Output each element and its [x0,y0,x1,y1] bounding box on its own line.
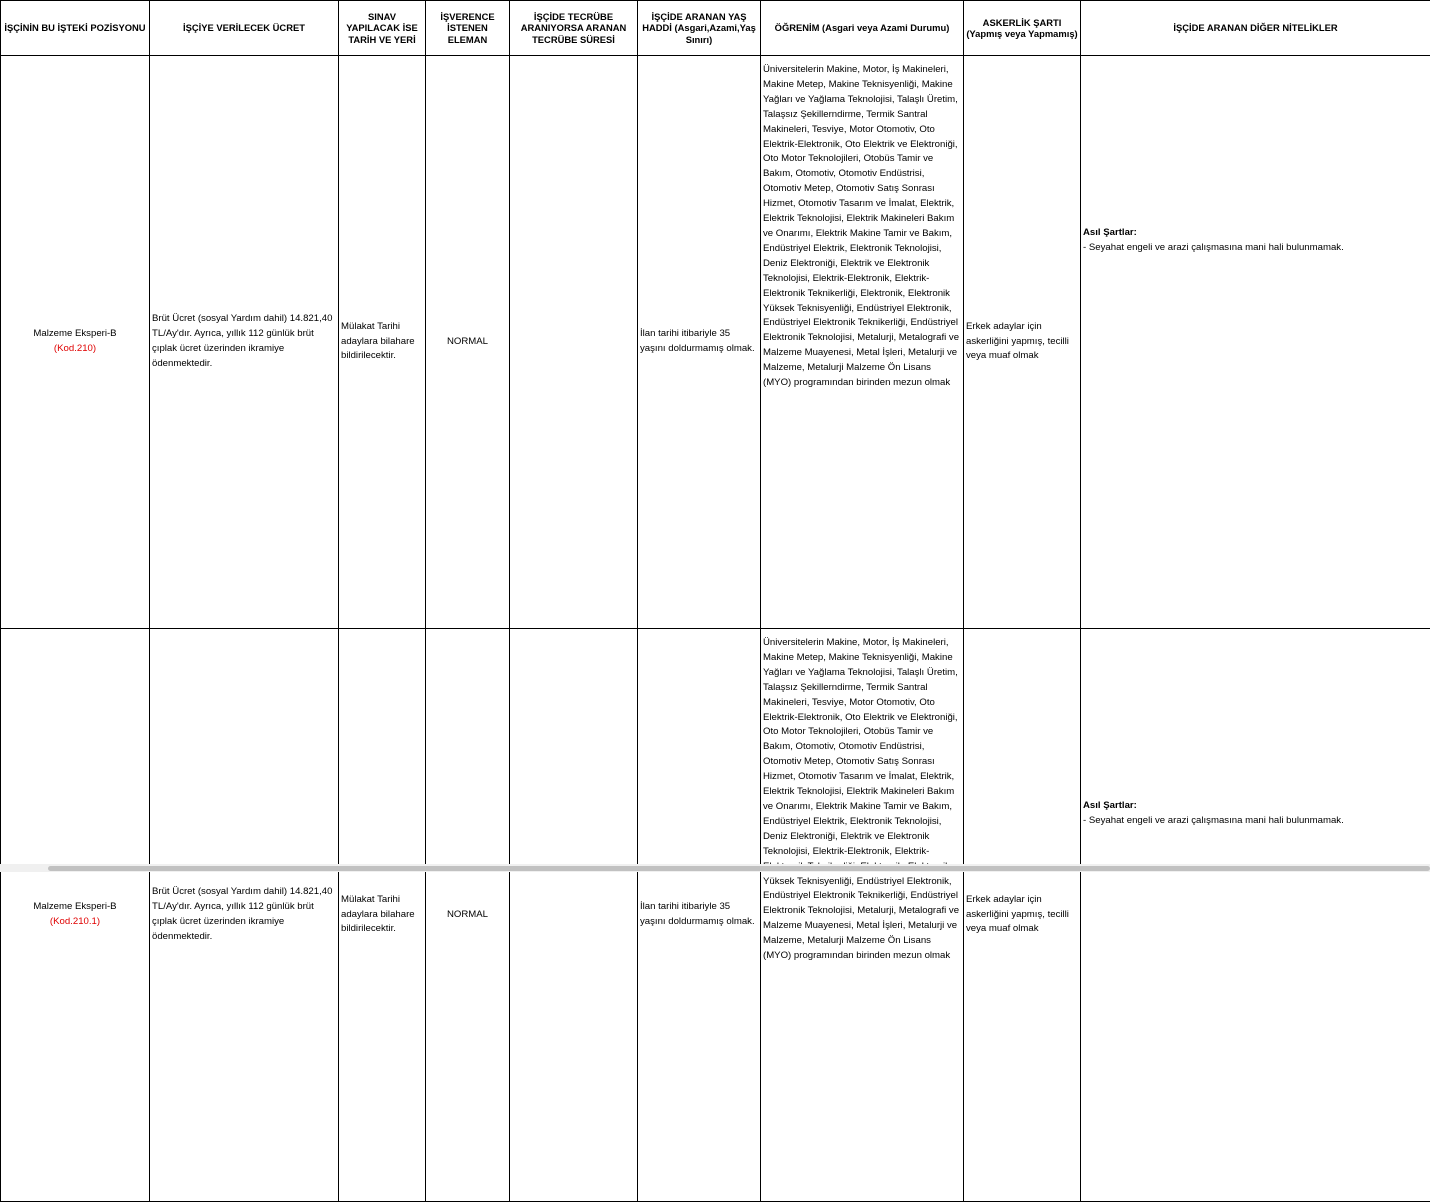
wage-cell: Brüt Ücret (sosyal Yardım dahil) 14.821,40 TL/Ay'dır. Ayrıca, yıllık 112 günlük brüt çıplak ücret üzerinden ikramiye ödenmektedir. [150,56,339,629]
other-title: Asıl Şartlar: [1083,226,1428,241]
wage-cell: Brüt Ücret (sosyal Yardım dahil) 14.821,40 TL/Ay'dır. Ayrıca, yıllık 112 günlük brüt çıplak ücret üzerinden ikramiye ödenmektedir. [150,629,339,1202]
education-cell: Üniversitelerin Makine, Motor, İş Makineleri, Makine Metep, Makine Teknisyenliği, Makine Yağları ve Yağlama Teknolojisi, Talaşlı Üretim, Talaşsız Şekillerndirme, Termik Santral Makineleri, Tesviye, Motor Otomotiv, Oto Elektrik-Elektronik, Oto Elektrik ve Elektroniği, Oto Motor Teknolojileri, Otobüs Tamir ve Bakım, Otomotiv, Otomotiv Endüstrisi, Otomotiv Metep, Otomotiv Satış Sonrası Hizmet, Otomotiv Tasarım ve İmalat, Elektrik, Elektrik Teknolojisi, Elektrik Makineleri Bakım ve Onarımı, Elektrik Makine Tamir ve Bakım, Endüstriyel Elektrik, Elektronik Teknolojisi, Deniz Elektroniği, Elektrik ve Elektronik Teknolojisi, Elektrik-Elektronik, Elektrik- Yüksek Teknisyenliği, Endüstriyel Elektronik, Endüstriyel Elektronik Teknikerliği, Endüstriyel Elektronik Teknolojisi, Metalurji, Metalografi ve Malzeme Muayenesi, Metal İşleri, Metalurji ve Malzeme, Metalurji Malzeme Ön Lisans (MYO) programından birinden mezun olmak [761,629,964,1202]
horizontal-scrollbar[interactable] [0,864,1430,872]
exam-cell: Mülakat Tarihi adaylara bilahare bildirilecektir. [339,629,426,1202]
header-other: İŞÇİDE ARANAN DİĞER NİTELİKLER [1081,1,1430,56]
education-cell: Üniversitelerin Makine, Motor, İş Makineleri, Makine Metep, Makine Teknisyenliği, Makine Yağları ve Yağlama Teknolojisi, Talaşlı Üretim, Talaşsız Şekillerndirme, Termik Santral Makineleri, Tesviye, Motor Otomotiv, Oto Elektrik-Elektronik, Oto Elektrik ve Elektroniği, Oto Motor Teknolojileri, Otobüs Tamir ve Bakım, Otomotiv, Otomotiv Endüstrisi, Otomotiv Metep, Otomotiv Satış Sonrası Hizmet, Otomotiv Tasarım ve İmalat, Elektrik, Elektrik Teknolojisi, Elektrik Makineleri Bakım ve Onarımı, Elektrik Makine Tamir ve Bakım, Endüstriyel Elektrik, Elektronik Teknolojisi, Deniz Elektroniği, Elektrik ve Elektronik Teknolojisi, Elektrik-Elektronik, Elektrik-Elektronik Teknikerliği, Elektronik, Elektronik Yüksek Teknisyenliği, Endüstriyel Elektronik, Endüstriyel Elektronik Teknikerliği, Endüstriyel Elektronik Teknolojisi, Metalurji, Metalografi ve Malzeme Muayenesi, Metal İşleri, Metalurji ve Malzeme, Metalurji Malzeme Ön Lisans (MYO) programından birinden mezun olmak [761,56,964,629]
header-military: ASKERLİK ŞARTI (Yapmış veya Yapmamış) [964,1,1081,56]
header-row [1,1,1430,56]
age-cell: İlan tarihi itibariyle 35 yaşını doldurmamış olmak. [638,56,761,629]
other-text: - Seyahat engeli ve arazi çalışmasına mani hali bulunmamak. [1083,814,1428,829]
other-text: - Seyahat engeli ve arazi çalışmasına mani hali bulunmamak. [1083,241,1428,256]
experience-cell [510,56,638,629]
header-wage: İŞÇİYE VERİLECEK ÜCRET [150,1,339,56]
position-title: Malzeme Eksperi-B [3,900,147,915]
position-cell [1,56,150,629]
military-cell: Erkek adaylar için askerliğini yapmış, tecilli veya muaf olmak [964,56,1081,629]
other-cell [1081,56,1430,629]
header-position: İŞÇİNİN BU İŞTEKİ POZİSYONU [1,1,150,56]
position-code: (Kod.210) [3,342,147,357]
header-exam: SINAV YAPILACAK İSE TARİH VE YERİ [339,1,426,56]
employee-cell: NORMAL [426,629,510,1202]
military-cell: Erkek adaylar için askerliğini yapmış, tecilli veya muaf olmak [964,629,1081,1202]
other-title: Asıl Şartlar: [1083,799,1428,814]
other-cell [1081,629,1430,1202]
header-experience: İŞÇİDE TECRÜBE ARANIYORSA ARANAN TECRÜBE SÜRESİ [510,1,638,56]
header-age: İŞÇİDE ARANAN YAŞ HADDİ (Asgari,Azami,Yaş Sınırı) [638,1,761,56]
scrollbar-thumb[interactable] [48,866,1430,871]
table-row [1,56,1430,629]
header-education: ÖĞRENİM (Asgari veya Azami Durumu) [761,1,964,56]
position-cell [1,629,150,1202]
exam-cell: Mülakat Tarihi adaylara bilahare bildirilecektir. [339,56,426,629]
table-row [1,629,1430,1202]
position-title: Malzeme Eksperi-B [3,327,147,342]
position-code: (Kod.210.1) [3,915,147,930]
experience-cell [510,629,638,1202]
age-cell: İlan tarihi itibariyle 35 yaşını doldurmamış olmak. [638,629,761,1202]
header-employee: İŞVERENCE İSTENEN ELEMAN [426,1,510,56]
employee-cell: NORMAL [426,56,510,629]
